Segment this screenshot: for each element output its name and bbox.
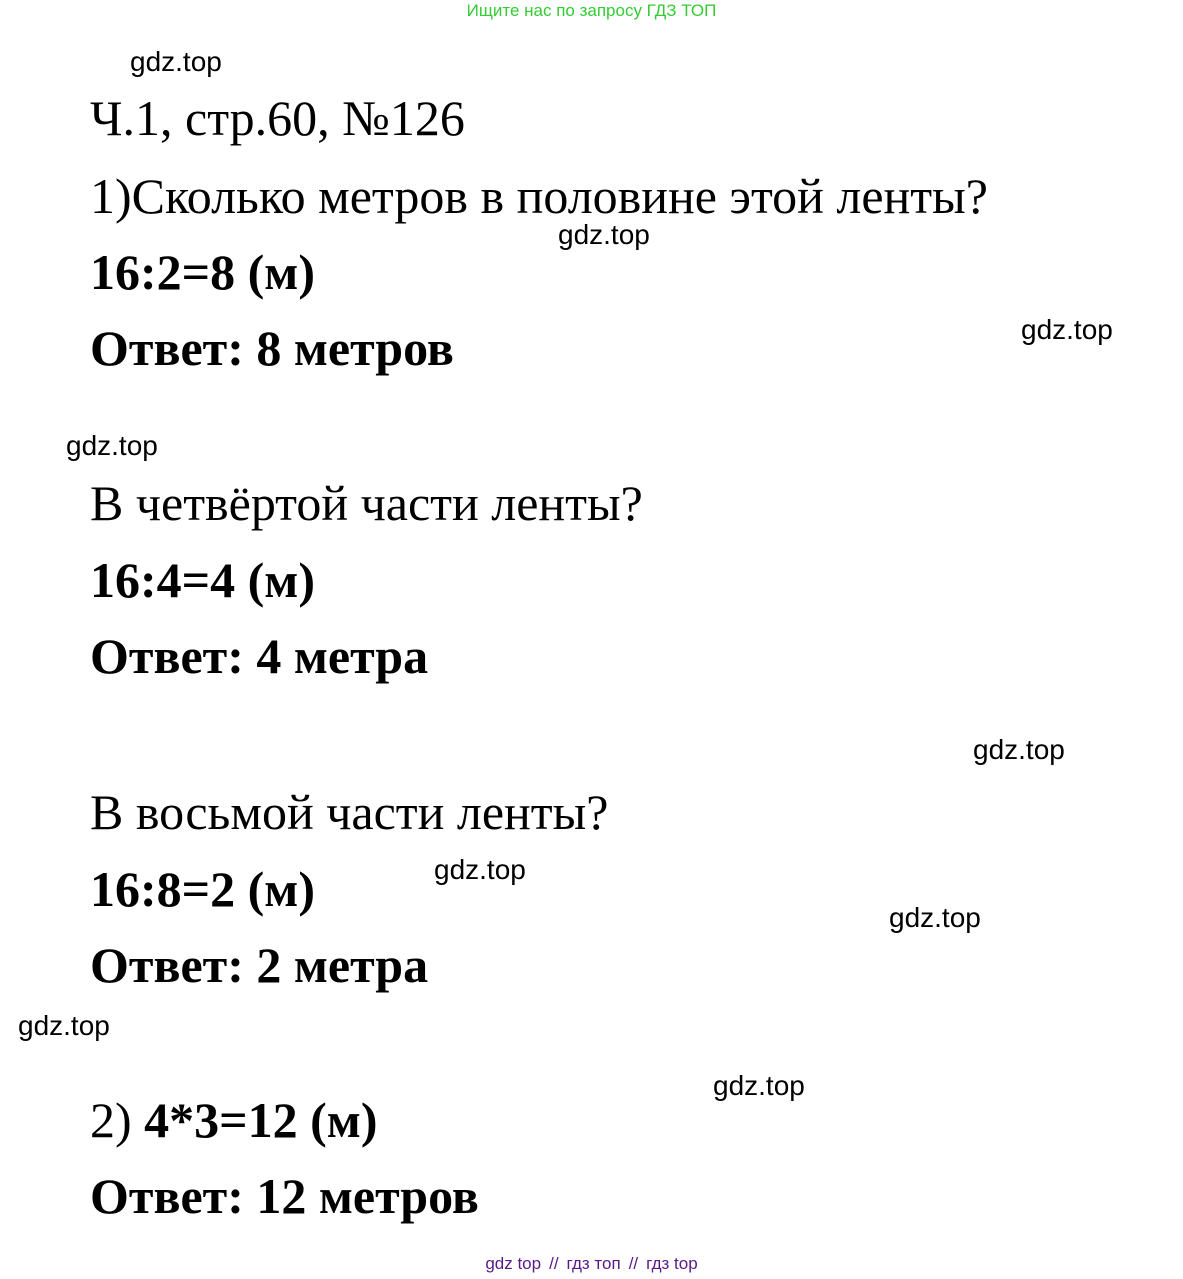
calculation-total bbox=[90, 1092, 378, 1148]
footer-separator: // bbox=[549, 1254, 559, 1273]
watermark: gdz.top bbox=[18, 1010, 110, 1041]
calculation-total-expression: 4*3=12 (м) bbox=[144, 1092, 378, 1148]
footer-link-gdz-top-ru[interactable]: гдз топ bbox=[566, 1254, 621, 1273]
answer-total: Ответ: 12 метров bbox=[90, 1168, 479, 1224]
watermark: gdz.top bbox=[973, 734, 1065, 765]
watermark: gdz.top bbox=[558, 219, 650, 250]
footer-separator: // bbox=[628, 1254, 639, 1273]
answer-quarter: Ответ: 4 метра bbox=[90, 628, 429, 684]
watermark: gdz.top bbox=[66, 430, 158, 461]
question-eighth: В восьмой части ленты? bbox=[90, 784, 609, 840]
footer-link-gdz-top-mixed[interactable]: гдз top bbox=[646, 1254, 698, 1273]
calculation-quarter: 16:4=4 (м) bbox=[90, 552, 315, 608]
answer-eighth: Ответ: 2 метра bbox=[90, 937, 429, 993]
footer-link-gdz-top[interactable]: gdz top bbox=[485, 1254, 542, 1273]
watermark: gdz.top bbox=[713, 1070, 805, 1101]
watermark: gdz.top bbox=[130, 46, 222, 77]
question-half: 1)Сколько метров в половине этой ленты? bbox=[90, 168, 988, 224]
item-prefix: 2) bbox=[90, 1092, 145, 1148]
watermark: gdz.top bbox=[434, 854, 526, 885]
calculation-half: 16:2=8 (м) bbox=[90, 244, 315, 300]
question-quarter: В четвёртой части ленты? bbox=[90, 475, 643, 531]
calculation-eighth: 16:8=2 (м) bbox=[90, 861, 315, 917]
answer-half: Ответ: 8 метров bbox=[90, 320, 454, 376]
watermark: gdz.top bbox=[889, 902, 981, 933]
page-title: Ч.1, стр.60, №126 bbox=[90, 90, 465, 146]
footer-links bbox=[0, 1253, 1183, 1275]
watermark: gdz.top bbox=[1021, 314, 1113, 345]
top-banner: Ищите нас по запросу ГДЗ ТОП bbox=[466, 1, 717, 20]
